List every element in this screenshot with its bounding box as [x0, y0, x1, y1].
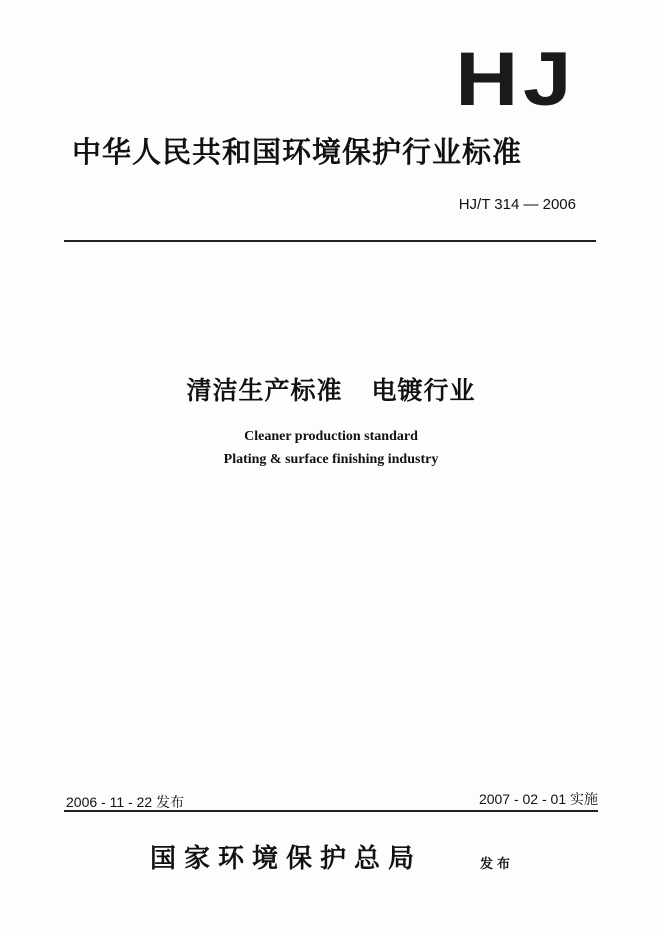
implementation-date: 2007 - 02 - 01 实施 — [478, 791, 598, 807]
english-title-line1: Cleaner production standard — [244, 429, 418, 444]
hj-logo: HJ — [455, 37, 576, 122]
chinese-title: 清洁生产标准 电镀行业 — [186, 376, 476, 405]
issue-date: 2006 - 11 - 22 发布 — [66, 794, 185, 810]
org-title: 中华人民共和国环境保护行业标准 — [72, 135, 523, 169]
issuing-agency: 国家环境保护总局 — [150, 844, 423, 874]
top-divider — [64, 240, 596, 242]
agency-action: 发布 — [480, 857, 515, 872]
bottom-divider — [64, 810, 598, 812]
standard-number: HJ/T 314 — 2006 — [458, 196, 576, 213]
english-title-line2: Plating & surface finishing industry — [223, 452, 439, 467]
